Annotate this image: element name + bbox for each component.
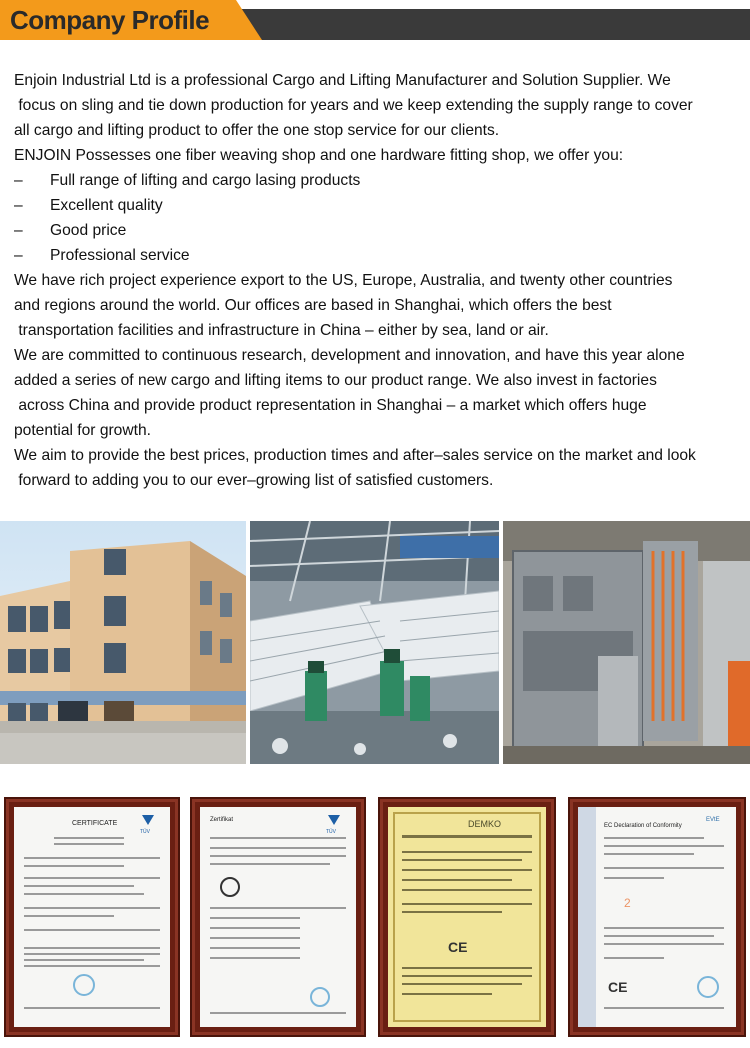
paragraph-line: and regions around the world. Our offices are based in Shanghai, which offers the best (14, 297, 612, 314)
facility-photos (0, 521, 750, 764)
certificate-badge: CE (448, 939, 468, 955)
paragraph-line: forward to adding you to our ever–growing list of satisfied customers. (14, 472, 494, 489)
certificate-frame (190, 797, 366, 1037)
paragraph-line: We are committed to continuous research, development and innovation, and have this year alone (14, 347, 685, 364)
paragraph-line: We have rich project experience export to the US, Europe, Australia, and twenty other countries (14, 272, 673, 289)
certificate-heading: CERTIFICATE (72, 820, 118, 827)
paragraph-line: potential for growth. (14, 422, 151, 439)
paragraph-line: Enjoin Industrial Ltd is a professional Cargo and Lifting Manufacturer and Solution Supplier. We (14, 72, 671, 89)
list-item-text: Excellent quality (50, 197, 163, 214)
certificate-badge: TÜV (140, 829, 150, 835)
paragraph-line: added a series of new cargo and lifting items to our product range. We also invest in factories (14, 372, 657, 389)
gs-zertifikat-tuv (200, 807, 356, 1027)
section-header (0, 0, 750, 40)
paragraph-line: We aim to provide the best prices, production times and after–sales service on the market and look (14, 447, 696, 464)
paragraph-line: transportation facilities and infrastructure in China – either by sea, land or air. (14, 322, 549, 339)
certificates-row (0, 797, 750, 1037)
machinery-photo (503, 521, 750, 764)
list-item-text: Full range of lifting and cargo lasing products (50, 172, 361, 189)
list-item (14, 168, 744, 193)
svg-text:CE: CE (608, 979, 628, 995)
header-dark-bar (240, 9, 750, 40)
section-title: Company Profile (10, 5, 210, 35)
paragraph-line: ENJOIN Possesses one fiber weaving shop and one hardware fitting shop, we offer you: (14, 147, 624, 164)
demko-certificate (388, 807, 546, 1027)
certificate-heading: DEMKO (468, 819, 502, 829)
bullet-dash: – (14, 172, 23, 189)
certificate-frame (568, 797, 746, 1037)
list-item-text: Professional service (50, 247, 190, 264)
list-item (14, 218, 744, 243)
certificate-heading: Zertifikat (210, 817, 234, 823)
bullet-dash: – (14, 247, 23, 264)
paragraph-line: all cargo and lifting product to offer the one stop service for our clients. (14, 122, 500, 139)
list-item (14, 193, 744, 218)
factory-building-photo (0, 521, 246, 764)
weaving-shop-photo (250, 521, 499, 764)
svg-text:2: 2 (624, 896, 631, 910)
bullet-dash: – (14, 222, 23, 239)
ce-certificate-tuv (14, 807, 170, 1027)
paragraph-line: focus on sling and tie down production for years and we keep extending the supply range to cover (14, 97, 693, 114)
list-item-text: Good price (50, 222, 127, 239)
paragraph-line: across China and provide product representation in Shanghai – a market which offers huge (14, 397, 647, 414)
company-description (14, 68, 744, 493)
certificate-badge: TÜV (326, 829, 336, 835)
certificate-frame (378, 797, 556, 1037)
ec-declaration-conformity (578, 807, 736, 1027)
bullet-dash: – (14, 197, 23, 214)
certificate-frame (4, 797, 180, 1037)
certificate-badge: EVtE (706, 817, 720, 823)
list-item (14, 243, 744, 268)
certificate-heading: EC Declaration of Conformity (604, 823, 682, 829)
